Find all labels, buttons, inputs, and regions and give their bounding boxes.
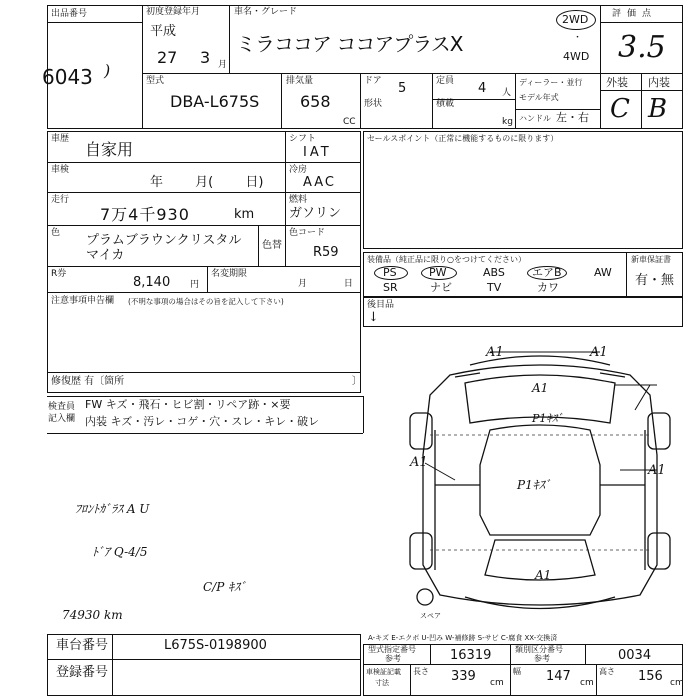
usage-label: 車歴 bbox=[51, 134, 70, 144]
transfer-value: 月 日 bbox=[298, 279, 353, 289]
color-value-line2: マイカ bbox=[86, 248, 125, 263]
length-value: 339 bbox=[451, 669, 476, 684]
diagram-mark-4: P1ｷｽﾞ bbox=[532, 412, 563, 425]
inspector-label: 検査員 bbox=[48, 402, 76, 412]
cooling-value: AAC bbox=[303, 175, 336, 190]
load-unit: kg bbox=[502, 117, 513, 127]
diagram-mark-1: A1 bbox=[486, 345, 504, 360]
lot-number: 6043 bbox=[42, 65, 93, 89]
fuel-value: ガソリン bbox=[289, 206, 342, 221]
height-label: 高さ bbox=[599, 667, 615, 676]
inspection-value: 年 月( 日) bbox=[150, 175, 264, 190]
category-label: 類別区分番号 bbox=[515, 645, 563, 654]
displacement-unit: CC bbox=[343, 117, 356, 127]
dims-sub: 寸法 bbox=[375, 679, 389, 687]
capacity-unit: 人 bbox=[502, 88, 512, 98]
equip-abs: ABS bbox=[483, 266, 505, 279]
equip-airbag: エアB bbox=[532, 266, 562, 279]
inspector-line1: FW キズ・飛石・ヒビ割・リペア跡・×要 bbox=[85, 398, 291, 411]
shift-value: IAT bbox=[303, 145, 332, 160]
model-name: ミラココア ココアプラスX bbox=[236, 32, 463, 56]
sales-point-box bbox=[363, 131, 683, 249]
color-code-label: 色コード bbox=[289, 228, 326, 238]
lot-label: 出品番号 bbox=[51, 9, 88, 19]
color-change-label: 色替 bbox=[262, 240, 282, 251]
shift-label: シフト bbox=[289, 134, 317, 144]
equip-aw: AW bbox=[594, 266, 612, 279]
mileage-unit: km bbox=[234, 207, 255, 222]
diagram-mark-7: P1ｷｽﾞ bbox=[517, 478, 551, 492]
equipment-label: 装備品（純正品に限り○をつけてください） bbox=[367, 255, 526, 264]
chassis-label: 車台番号 bbox=[56, 638, 109, 653]
model-year-label: モデル年式 bbox=[519, 93, 559, 102]
diagram-mark-8: A1 bbox=[535, 568, 552, 582]
exterior-label: 外装 bbox=[606, 76, 628, 89]
equip-sr: SR bbox=[383, 281, 398, 294]
rear-items-label: 後目品 bbox=[367, 300, 395, 310]
usage-value: 自家用 bbox=[85, 140, 134, 159]
repair-label: 修復歴 有〔箇所 bbox=[51, 376, 125, 387]
mileage-value: 7万4千930 bbox=[100, 205, 190, 224]
door-label: ドア bbox=[364, 76, 382, 86]
dims-label: 車検証記載 bbox=[366, 668, 401, 676]
displacement-label: 排気量 bbox=[286, 76, 314, 86]
equip-ps: PS bbox=[383, 266, 397, 279]
height-unit: cm bbox=[670, 678, 684, 688]
handwritten-note-1: ﾌﾛﾝﾄｶﾞﾗｽ A U bbox=[75, 502, 150, 516]
equip-leather: カワ bbox=[537, 281, 559, 294]
interior-grade: B bbox=[648, 94, 668, 124]
shape-label: 形状 bbox=[364, 99, 383, 109]
registration-number-label: 登録番号 bbox=[56, 665, 109, 680]
handwritten-note-2: ﾄﾞｱ Q-4/5 bbox=[92, 545, 148, 559]
door-value: 5 bbox=[398, 81, 407, 96]
inspection-label: 車検 bbox=[51, 165, 70, 175]
type-code: DBA-L675S bbox=[170, 92, 260, 111]
model-label: 車名・グレード bbox=[234, 7, 298, 17]
diagram-mark-5: A1 bbox=[410, 455, 428, 470]
rear-items-box bbox=[363, 297, 683, 327]
equip-navi: ナビ bbox=[430, 281, 452, 294]
color-value-line1: プラムブラウンクリスタル bbox=[86, 233, 242, 248]
drive-4wd: 4WD bbox=[563, 50, 590, 63]
dealer-label: ディーラー・並行 bbox=[519, 78, 583, 87]
color-label: 色 bbox=[51, 228, 61, 238]
diagram-mark-3: A1 bbox=[532, 381, 549, 395]
month-unit: 月 bbox=[218, 60, 228, 70]
repair-close: 〕 bbox=[352, 376, 362, 387]
registration-year: 27 bbox=[157, 48, 178, 67]
handle-value: 左・右 bbox=[556, 111, 589, 124]
capacity-label: 定員 bbox=[436, 76, 455, 86]
category-value: 0034 bbox=[618, 648, 652, 663]
length-unit: cm bbox=[490, 678, 504, 688]
chassis-number: L675S-0198900 bbox=[164, 638, 267, 653]
score-label: 評価点 bbox=[612, 9, 658, 19]
warranty-value: 有・無 bbox=[635, 273, 675, 288]
era-label: 平成 bbox=[150, 24, 177, 39]
drive-dot: ・ bbox=[573, 33, 583, 43]
capacity-value: 4 bbox=[478, 81, 487, 96]
handwritten-note-3: C/P ｷｽﾞ bbox=[203, 580, 247, 594]
load-label: 積載 bbox=[436, 99, 455, 109]
displacement-value: 658 bbox=[300, 92, 331, 111]
exterior-grade: C bbox=[610, 94, 630, 124]
lot-number-mark: ) bbox=[104, 61, 111, 80]
handle-label: ハンドル bbox=[519, 114, 551, 123]
transfer-label: 名変期限 bbox=[211, 269, 248, 279]
diagram-mark-2: A1 bbox=[590, 345, 608, 360]
interior-label: 内装 bbox=[648, 76, 670, 89]
equip-pw: PW bbox=[429, 266, 447, 279]
height-value: 156 bbox=[638, 669, 663, 684]
equip-tv: TV bbox=[487, 281, 502, 294]
sales-point-label: セールスポイント（正常に機能するものに限ります） bbox=[367, 134, 559, 143]
damage-legend: A-キズ E-エクボ U-凹み W-補修跡 S-サビ C-腐食 XX-交換済 bbox=[368, 634, 558, 642]
designation-label: 型式指定番号 bbox=[368, 645, 416, 654]
score-value: 3.5 bbox=[618, 30, 666, 65]
recycle-tax-unit: 円 bbox=[190, 280, 200, 290]
notes-label: 注意事項申告欄 bbox=[51, 296, 115, 306]
designation-value: 16319 bbox=[450, 648, 492, 663]
rear-items-mark: ↓ bbox=[368, 310, 379, 325]
designation-sub: 参考 bbox=[385, 654, 401, 663]
drive-2wd: 2WD bbox=[562, 13, 589, 26]
mileage-label: 走行 bbox=[51, 195, 70, 205]
warranty-label: 新車保証書 bbox=[631, 255, 671, 264]
length-label: 長さ bbox=[413, 667, 429, 676]
color-code-value: R59 bbox=[313, 245, 339, 260]
spare-label: スペア bbox=[420, 612, 441, 620]
width-value: 147 bbox=[546, 669, 571, 684]
width-label: 幅 bbox=[513, 667, 521, 676]
registration-month: 3 bbox=[200, 48, 211, 67]
notes-hint: (不明な事項の場合はその旨を記入して下さい) bbox=[128, 297, 284, 306]
recycle-tax-label: R券 bbox=[51, 269, 67, 279]
type-label: 型式 bbox=[146, 76, 165, 86]
inspector-entry-label: 記入欄 bbox=[48, 414, 76, 424]
recycle-tax-value: 8,140 bbox=[133, 275, 171, 290]
category-sub: 参考 bbox=[534, 654, 550, 663]
cooling-label: 冷房 bbox=[289, 165, 308, 175]
handwritten-mileage: 74930 km bbox=[62, 608, 123, 622]
fuel-label: 燃料 bbox=[289, 195, 308, 205]
registration-label: 初度登録年月 bbox=[146, 7, 201, 17]
inspector-line2: 内装 キズ・汚レ・コゲ・穴・スレ・キレ・破レ bbox=[85, 415, 320, 428]
diagram-mark-6: A1 bbox=[648, 463, 666, 478]
width-unit: cm bbox=[580, 678, 594, 688]
